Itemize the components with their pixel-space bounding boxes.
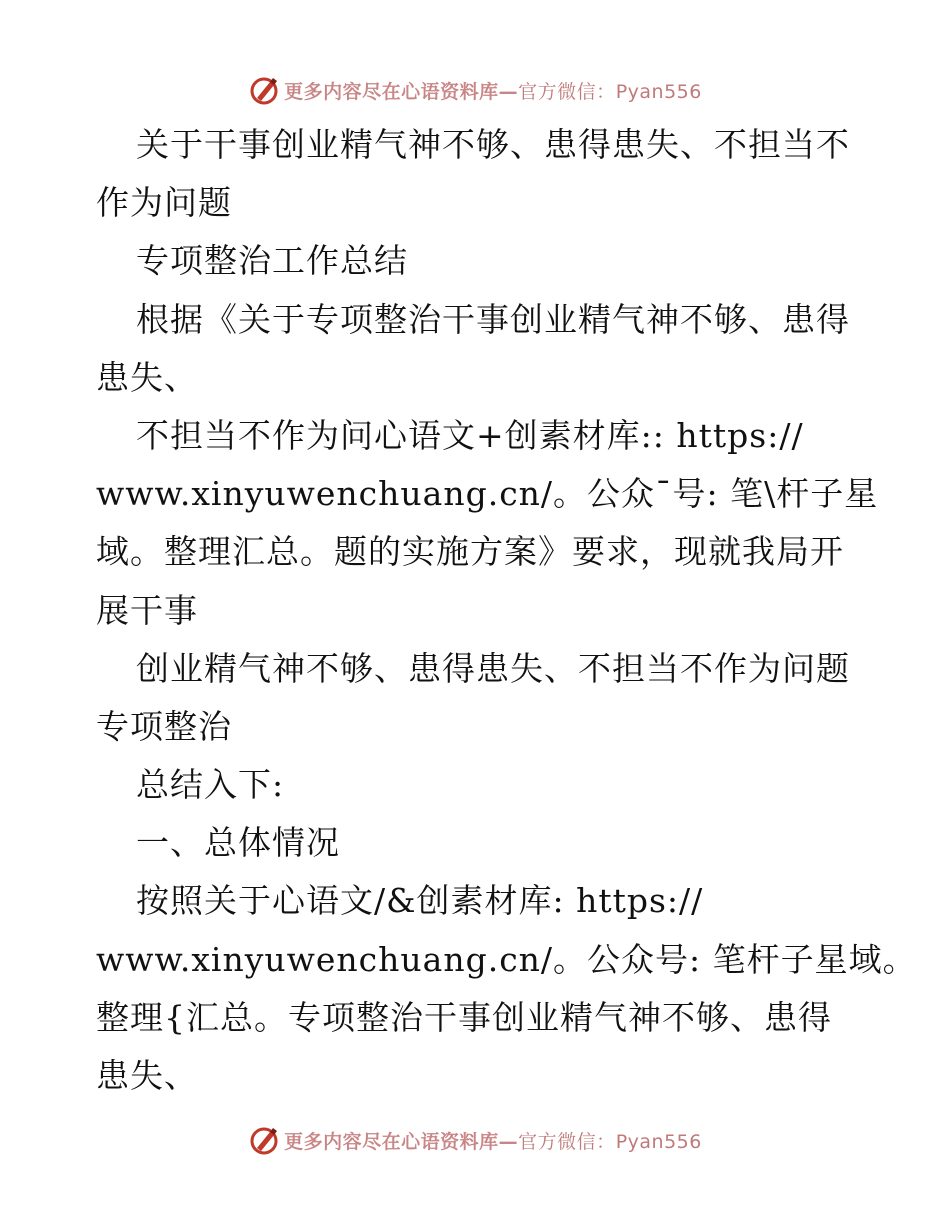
paragraph-line: 作为问题	[96, 183, 232, 223]
paragraph-line: 根据《关于专项整治干事创业精气神不够、患得	[136, 299, 850, 339]
paragraph-line: 整理{汇总。专项整治干事创业精气神不够、患得	[96, 997, 832, 1037]
paragraph-line: www.xinyuwenchuang.cn/。公众¯号: 笔\杆子星	[96, 474, 879, 514]
banner-label: 更多内容尽在心语资料库—官方微信：Pyan556	[284, 80, 702, 103]
paragraph-line: 不担当不作为问心语文+创素材库:: https://	[136, 415, 804, 455]
pen-logo-icon	[248, 1124, 280, 1156]
pen-logo-icon	[248, 74, 280, 106]
section-heading: 一、总体情况	[136, 823, 340, 863]
document-title: 专项整治工作总结	[136, 241, 408, 281]
paragraph-line: 域。整理汇总。题的实施方案》要求，现就我局开	[96, 532, 844, 572]
banner-label: 更多内容尽在心语资料库—官方微信：Pyan556	[284, 1130, 702, 1153]
paragraph-line: 创业精气神不够、患得患失、不担当不作为问题	[136, 648, 850, 688]
header-banner	[0, 70, 950, 110]
paragraph-line: 关于干事创业精气神不够、患得患失、不担当不	[136, 125, 850, 164]
paragraph-line: 展干事	[96, 590, 198, 630]
wechat-id: Pyan556	[615, 1130, 702, 1153]
wechat-id: Pyan556	[615, 80, 702, 103]
footer-banner	[0, 1120, 950, 1160]
paragraph-line: 患失、	[96, 357, 198, 397]
paragraph-line: 专项整治	[96, 706, 232, 746]
paragraph-line: www.xinyuwenchuang.cn/。公众号: 笔杆子星域。	[96, 939, 917, 979]
paragraph-line: 按照关于心语文/&创素材库: https://	[136, 881, 704, 921]
document-body	[96, 116, 917, 1105]
paragraph-line: 总结入下:	[136, 765, 285, 805]
paragraph-line: 患失、	[96, 1056, 198, 1095]
